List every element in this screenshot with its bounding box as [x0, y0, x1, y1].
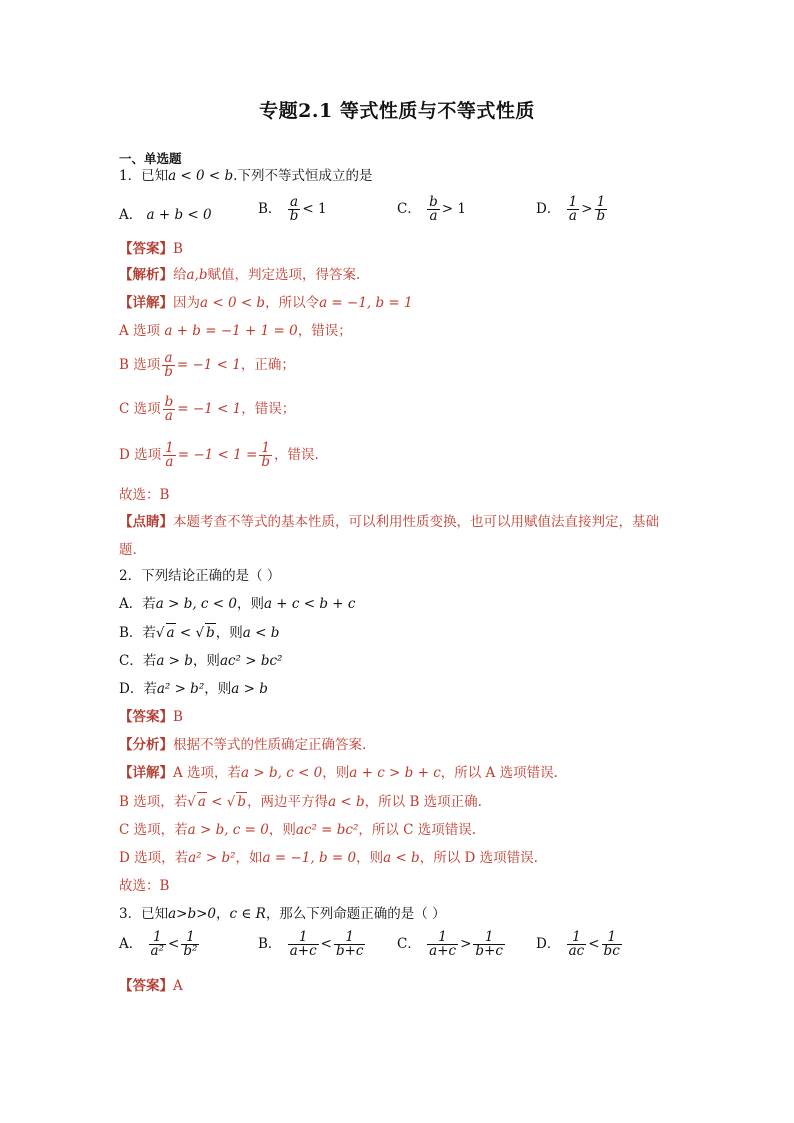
q3-option-a: A． $\frac{1}{\text{a²}}$ < $\frac{1}{\text{b²}}$	[119, 929, 198, 959]
q1-detail-line-c: C 选项 $\frac{b}{a}$ = −1 < 1，错误；	[119, 394, 296, 424]
q2-detail-a: 【详解】A 选项，若a > b, c < 0，则a + c > b + c，所以 A 选项错误.	[119, 765, 558, 781]
q3-option-d: D． $\frac{1}{ac}$ < $\frac{1}{bc}$	[536, 929, 620, 959]
q2-stem: 2．下列结论正确的是（ ）	[119, 568, 281, 584]
q1-analysis: 【解析】给a,b赋值，判定选项，得答案.	[119, 267, 361, 283]
q1-conclusion: 故选：B	[119, 487, 170, 503]
q3-stem: 3．已知a>b>0，c ∈ R，那么下列命题正确的是（ ）	[119, 906, 446, 922]
q1-detail-line-d: D 选项 $\frac{1}{a}$ = −1 < 1 = $\frac{1}{b}$ ，错误.	[119, 440, 319, 470]
q1-detail-line-b: B 选项 $\frac{a}{b}$ = −1 < 1，正确；	[119, 350, 295, 380]
q1-comment: 【点睛】本题考查不等式的基本性质，可以利用性质变换，也可以用赋值法直接判定，基础	[119, 514, 659, 530]
q2-option-c: C．若a > b，则ac² > bc²	[119, 653, 283, 669]
q2-option-a: A．若a > b, c < 0，则a + c < b + c	[119, 596, 356, 612]
q2-option-d: D．若a² > b²，则a > b	[119, 681, 268, 697]
q1-detail-line-a: A 选项 a + b = −1 + 1 = 0，错误；	[119, 323, 352, 339]
page-title: 专题2.1 等式性质与不等式性质	[259, 100, 535, 122]
q2-detail-d: D 选项，若a² > b²，如a = −1, b = 0，则a < b，所以 D 选项错误.	[119, 850, 538, 866]
q1-stem: 1．已知a < 0 < b.下列不等式恒成立的是	[119, 168, 373, 184]
q1-detail: 【详解】因为a < 0 < b，所以令a = −1, b = 1	[119, 295, 413, 311]
q3-option-c: C． $\frac{1}{a+c}$ > $\frac{1}{b+c}$	[397, 929, 503, 959]
q2-conclusion: 故选：B	[119, 878, 170, 894]
q3-option-b: B． $\frac{1}{a+c}$ < $\frac{1}{b+c}$	[258, 929, 364, 959]
q2-answer: 【答案】B	[119, 709, 183, 725]
q2-analysis: 【分析】根据不等式的性质确定正确答案.	[119, 737, 367, 753]
section-heading: 一、单选题	[119, 151, 182, 166]
q2-detail-b: B 选项，若√ a < √ b，两边平方得a < b，所以 B 选项正确.	[119, 794, 482, 810]
q3-answer: 【答案】A	[119, 978, 183, 994]
q2-option-b: B．若√ a < √ b，则a < b	[119, 625, 280, 641]
q1-option-a: A． a + b < 0	[119, 207, 212, 223]
q1-option-d: D． $\frac{1}{a}$ > $\frac{1}{b}$	[536, 194, 606, 224]
q1-answer: 【答案】B	[119, 241, 183, 257]
q1-option-c: C． $\frac{b}{a}$ > 1	[397, 194, 466, 224]
q1-comment-cont: 题.	[119, 542, 137, 558]
q2-detail-c: C 选项，若a > b, c = 0，则ac² = bc²，所以 C 选项错误.	[119, 822, 477, 838]
q1-option-b: B． $\frac{a}{b}$ < 1	[258, 194, 327, 224]
